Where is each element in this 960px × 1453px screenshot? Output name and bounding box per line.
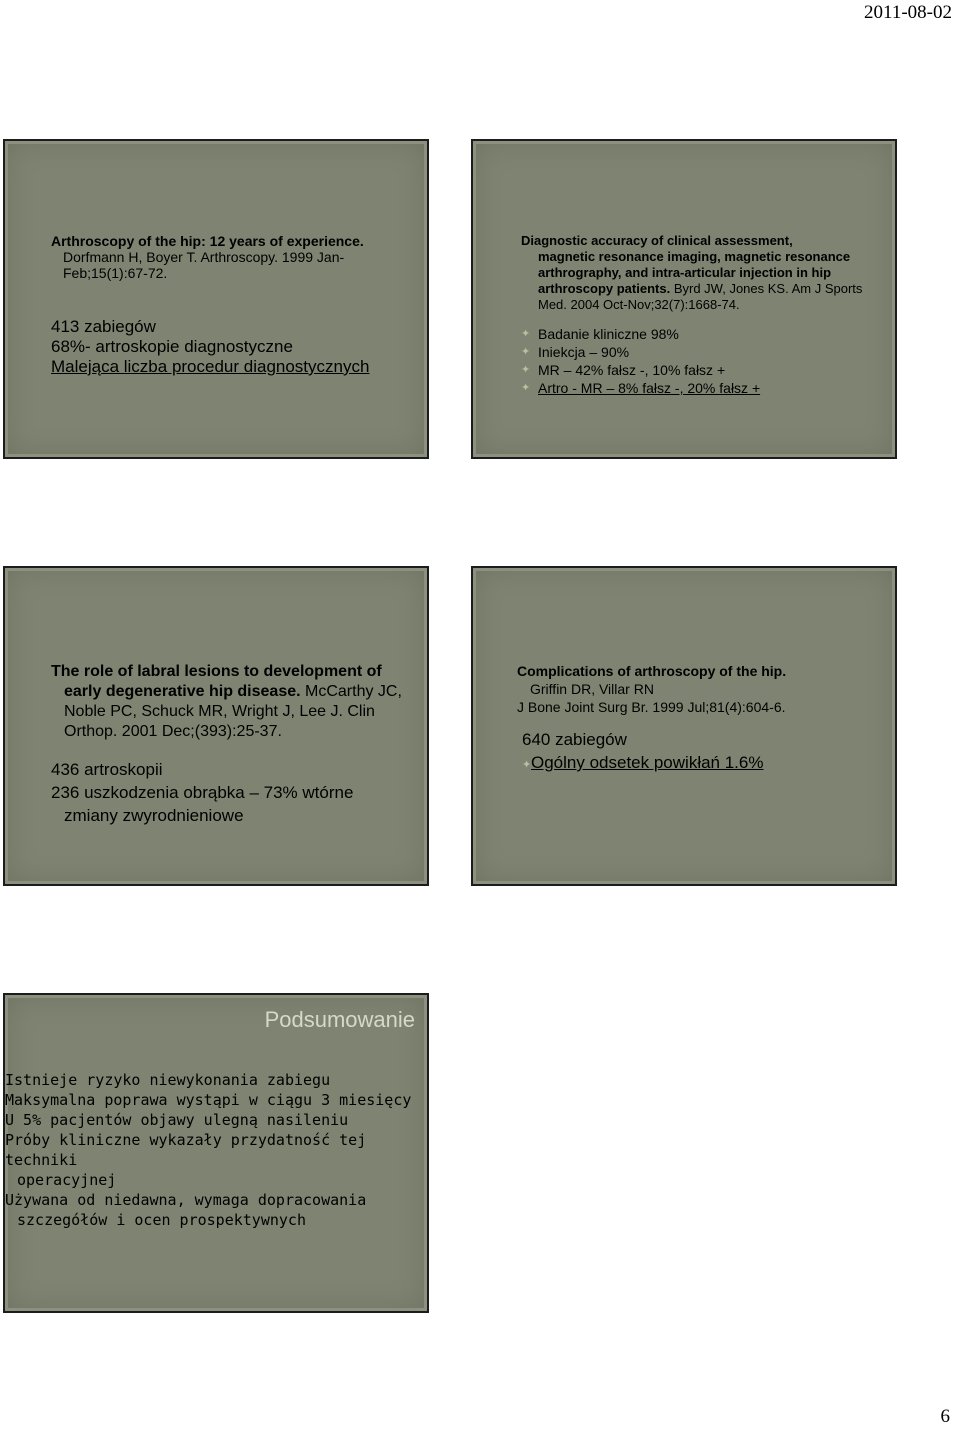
list-item: U 5% pacjentów objawy ulegną nasileniu <box>5 1111 349 1129</box>
slide-1-ref-title: Arthroscopy of the hip: 12 years of experience. <box>51 233 364 249</box>
list-item: operacyjnej <box>17 1171 117 1189</box>
bullet-icon: ✦ <box>521 328 531 340</box>
list-item <box>522 751 881 777</box>
slide-3-line: 236 uszkodzenia obrąbka – 73% wtórne <box>51 783 354 802</box>
slide-3-line: zmiany zwyrodnieniowe <box>64 806 244 825</box>
list-item: ✦ Artro - MR – 8% fałsz -, 20% fałsz + <box>521 380 761 396</box>
list-item: Maksymalna poprawa wystąpi w ciągu 3 miesięcy <box>5 1091 412 1109</box>
slide-4-line: 640 zabiegów <box>522 730 627 749</box>
bullet-icon: ✦ <box>521 364 531 376</box>
slide-1-reference <box>51 233 407 281</box>
slide-1-content <box>51 233 407 377</box>
slide-3-ref-rest <box>51 682 413 742</box>
slide-2-content <box>521 233 875 397</box>
list-item: Istnieje ryzyko niewykonania zabiegu <box>5 1071 331 1089</box>
list-item: ✦ Iniekcja – 90% <box>521 344 630 360</box>
slide-1-line: 68%- artroskopie diagnostyczne <box>51 337 293 356</box>
slide-2-ref-rest <box>521 249 875 313</box>
slide-1-ref-citation: Dorfmann H, Boyer T. Arthroscopy. 1999 Jan-Feb;15(1):67-72. <box>63 249 345 281</box>
slide-2-bullets <box>521 325 875 397</box>
slide-4 <box>471 566 897 886</box>
page-number: 6 <box>940 1406 950 1427</box>
slide-2-reference <box>521 233 875 313</box>
page-date: 2011-08-02 <box>864 2 952 23</box>
slide-1-line: Malejąca liczba procedur diagnostycznych <box>51 357 370 376</box>
slide-1 <box>3 139 429 459</box>
slide-3-reference <box>51 662 413 742</box>
bullet-icon: ✦ <box>521 346 531 358</box>
slide-2 <box>471 139 897 459</box>
list-item: ✦ Badanie kliniczne 98% <box>521 326 679 342</box>
slide-2-ref-citation: Byrd JW, Jones KS. Am J Sports Med. 2004 Oct-Nov;32(7):1668-74. <box>538 281 863 312</box>
slide-5-list <box>5 1070 421 1230</box>
slide-1-stats <box>51 317 407 377</box>
list-item: ✦ MR – 42% fałsz -, 10% fałsz + <box>521 362 726 378</box>
slide-3-ref-citation: McCarthy JC, Noble PC, Schuck MR, Wright J, Lee J. Clin Orthop. 2001 Dec;(393):25-37. <box>64 683 402 740</box>
slide-3-content <box>51 662 413 827</box>
slide-4-content <box>517 662 881 777</box>
slide-4-ref-citation: J Bone Joint Surg Br. 1999 Jul;81(4):604-6. <box>517 699 786 715</box>
bullet-icon: ✦ <box>522 759 532 771</box>
slide-3 <box>3 566 429 886</box>
slide-3-line: 436 artroskopii <box>51 760 163 779</box>
slide-4-ref-authors: Griffin DR, Villar RN <box>530 681 654 697</box>
slide-4-reference <box>517 662 881 716</box>
slide-3-ref-title: The role of labral lesions to development of <box>51 663 382 680</box>
slide-2-ref-title-rest: magnetic resonance imaging, magnetic resonance arthrography, and intra-articular injection in hip arthroscopy patients. <box>538 249 851 296</box>
slide-1-line: 413 zabiegów <box>51 317 156 336</box>
list-item: Używana od niedawna, wymaga dopracowania <box>5 1191 367 1209</box>
list-item: szczegółów i ocen prospektywnych <box>17 1211 306 1229</box>
slide-5 <box>3 993 429 1313</box>
list-item: Próby kliniczne wykazały przydatność tej techniki <box>5 1131 367 1169</box>
slide-5-title: Podsumowanie <box>264 1007 415 1032</box>
slide-3-stats <box>51 758 413 827</box>
bullet-icon: ✦ <box>521 382 531 394</box>
slide-4-line: Ogólny odsetek powikłań 1.6% <box>531 753 764 772</box>
slide-4-ref-title: Complications of arthroscopy of the hip. <box>517 663 787 679</box>
slide-2-ref-title: Diagnostic accuracy of clinical assessment, <box>521 233 793 248</box>
slide-3-ref-title-rest: early degenerative hip disease. <box>64 683 301 700</box>
slide-4-stats <box>517 728 881 777</box>
